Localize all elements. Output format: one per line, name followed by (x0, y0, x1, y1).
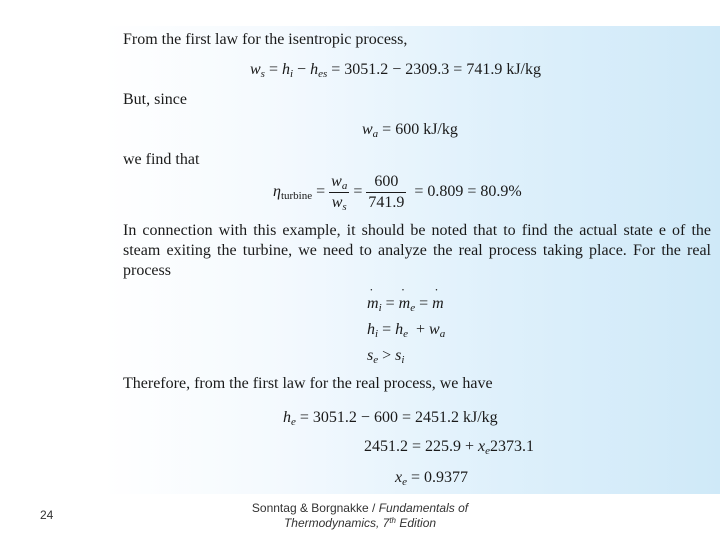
citation-superscript: th (389, 516, 396, 525)
page-number: 24 (40, 508, 54, 522)
equation-xe-value: = 0.9377 (411, 469, 469, 486)
citation-authors: Sonntag & Borgnakke (251, 501, 369, 515)
equation-ws-values: = 3051.2 − 2309.3 = 741.9 kJ/kg (331, 61, 541, 78)
eta-numerator: 600 (366, 172, 406, 193)
equation-xe: $x_e = 0.9377$ (395, 469, 469, 488)
equation-quality-lhs: 2451.2 = 225.9 + (364, 438, 475, 455)
fraction-numeric (366, 172, 406, 213)
connection-paragraph: In connection with this example, it should be noted that to find the actual state e of the steam exiting the turbine, we need to analyze the real process taking place. For the real process (123, 222, 711, 279)
citation-edition: Edition (399, 516, 437, 530)
we-find-text: we find that (123, 151, 200, 168)
equation-wa-value: = 600 kJ/kg (382, 121, 458, 138)
therefore-text: Therefore, from the first law for the real process, we have (123, 375, 493, 392)
equation-quality-rhs: 2373.1 (490, 438, 535, 455)
equation-energy-balance: $h_i = h_e + w_a$ (367, 321, 446, 340)
footer-citation (226, 501, 494, 531)
equation-he: $h_e = 3051.2 - 600 = 2451.2$ kJ/kg (283, 409, 498, 428)
citation-title-line2: Thermodynamics, 7 (283, 516, 390, 530)
equation-mass-balance: m $˙_i = m$ $˙_e = m$ ˙ (367, 294, 444, 314)
equation-quality: $2451.2 = 225.9 + x_e2373.1$ (364, 438, 535, 457)
equation-wa: $w_a = 600$ kJ/kg (362, 121, 458, 140)
but-since-text: But, since (123, 91, 187, 108)
eta-denominator: 741.9 (368, 194, 405, 211)
citation-title-line1: Fundamentals of (378, 501, 469, 515)
fraction-ratio: $\frac{w_a}{w_s}$ (331, 173, 348, 213)
equation-he-values: = 3051.2 − 600 = 2451.2 kJ/kg (299, 409, 498, 426)
citation-separator: / (372, 501, 376, 515)
equation-efficiency: $\eta_{turbine}$ = $\frac{w_a}{w_s}$ = $\frac{600}{741.9}$ = 0.809 = 80.9% (273, 173, 522, 213)
eta-result: = 0.809 = 80.9% (414, 183, 522, 201)
eta-subscript: turbine (280, 190, 313, 203)
intro-text: From the first law for the isentropic process, (123, 31, 408, 48)
equation-ws: $w_s = h_i - h_{es} = 3051.2 - 2309.3 = 741.9$ kJ/kg (250, 61, 541, 80)
equation-entropy: $s_e > s_i$ (367, 347, 405, 366)
